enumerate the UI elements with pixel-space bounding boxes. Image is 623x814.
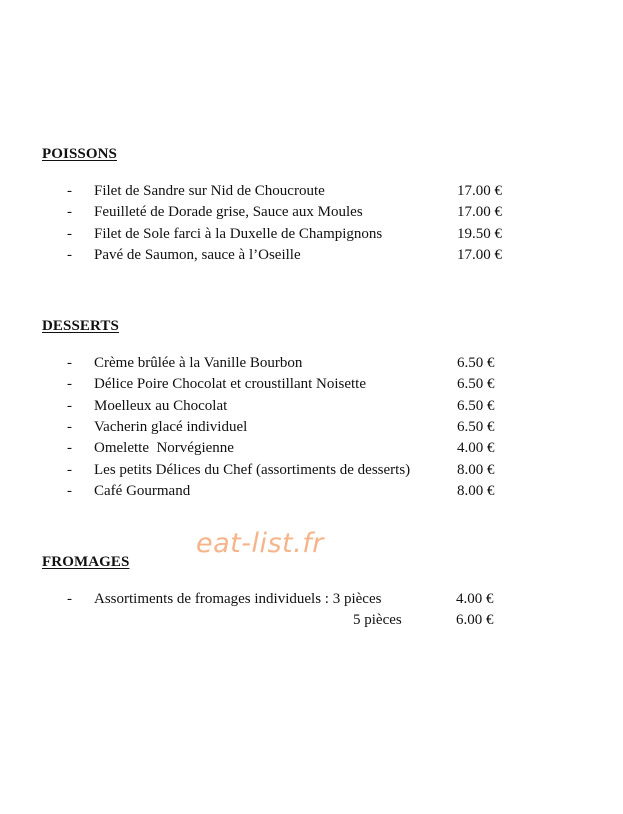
item-name: Moelleux au Chocolat <box>94 398 228 414</box>
section-title-poissons: POISSONS <box>42 146 117 162</box>
section-title-desserts: DESSERTS <box>42 318 119 334</box>
item-name: Les petits Délices du Chef (assortiments de desserts) <box>94 462 411 478</box>
list-dash: - <box>67 226 72 242</box>
list-dash: - <box>67 247 72 263</box>
list-dash: - <box>67 355 72 371</box>
list-dash: - <box>67 591 72 607</box>
menu-item <box>0 247 623 267</box>
item-price: 6.50 € <box>457 376 495 392</box>
item-name: Pavé de Saumon, sauce à l’Oseille <box>94 247 301 263</box>
item-name: Assortiments de fromages individuels : 3 pièces <box>94 591 382 607</box>
menu-item <box>0 398 623 418</box>
item-name: 5 pièces <box>353 612 402 628</box>
list-dash: - <box>67 204 72 220</box>
list-dash: - <box>67 483 72 499</box>
list-dash: - <box>67 398 72 414</box>
list-dash: - <box>67 376 72 392</box>
item-price: 17.00 € <box>457 204 502 220</box>
list-dash: - <box>67 183 72 199</box>
item-price: 6.50 € <box>457 355 495 371</box>
menu-item <box>0 462 623 482</box>
list-dash: - <box>67 440 72 456</box>
section-title-fromages: FROMAGES <box>42 554 130 570</box>
item-price: 17.00 € <box>457 183 502 199</box>
item-price: 4.00 € <box>457 440 495 456</box>
menu-item <box>0 440 623 460</box>
item-name: Délice Poire Chocolat et croustillant Noisette <box>94 376 367 392</box>
list-dash: - <box>67 462 72 478</box>
item-price: 6.00 € <box>456 612 494 628</box>
item-name: Crème brûlée à la Vanille Bourbon <box>94 355 303 371</box>
item-price: 8.00 € <box>457 483 495 499</box>
list-dash: - <box>67 419 72 435</box>
item-name: Filet de Sole farci à la Duxelle de Champignons <box>94 226 383 242</box>
item-price: 6.50 € <box>457 419 495 435</box>
item-price: 19.50 € <box>457 226 502 242</box>
item-price: 8.00 € <box>457 462 495 478</box>
menu-item <box>0 204 623 224</box>
item-name: Filet de Sandre sur Nid de Choucroute <box>94 183 325 199</box>
menu-item <box>0 483 623 503</box>
watermark-logo: eat-list.fr <box>196 528 324 559</box>
menu-item <box>0 226 623 246</box>
item-name: Feuilleté de Dorade grise, Sauce aux Moules <box>94 204 363 220</box>
menu-item <box>0 612 623 632</box>
menu-item <box>0 591 623 611</box>
item-name: Vacherin glacé individuel <box>94 419 248 435</box>
menu-item <box>0 355 623 375</box>
item-price: 4.00 € <box>456 591 494 607</box>
menu-item <box>0 419 623 439</box>
item-price: 6.50 € <box>457 398 495 414</box>
item-name: Café Gourmand <box>94 483 191 499</box>
item-price: 17.00 € <box>457 247 502 263</box>
item-name: Omelette Norvégienne <box>94 440 234 456</box>
menu-item <box>0 183 623 203</box>
menu-item <box>0 376 623 396</box>
